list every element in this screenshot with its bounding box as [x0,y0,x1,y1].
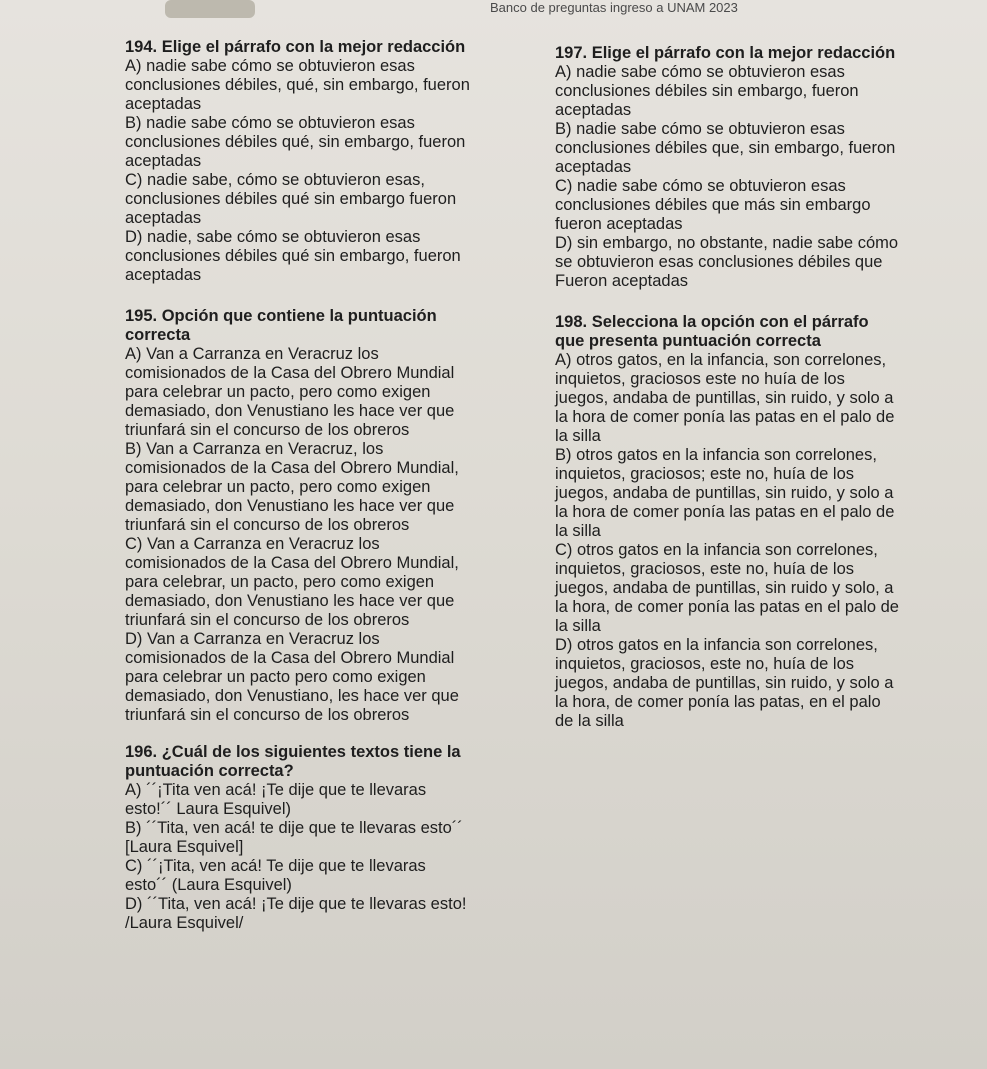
option-d[interactable]: D) ´´Tita, ven acá! ¡Te dije que te llevaras esto! /Laura Esquivel/ [125,895,467,932]
option-b[interactable]: B) Van a Carranza en Veracruz, los comisionados de la Casa del Obrero Mundial, para celebrar un pacto, pero como exigen demasiado, don Venustiano les hace ver que triunfará sin el concurso de los obreros [125,440,459,534]
question-title: 196. ¿Cuál de los siguientes textos tiene la puntuación correcta? [125,743,461,780]
page-header: Banco de preguntas ingreso a UNAM 2023 [490,0,738,15]
option-a[interactable]: A) Van a Carranza en Veracruz los comisionados de la Casa del Obrero Mundial para celebrar un pacto, pero como exigen demasiado, don Venustiano les hace ver que triunfará sin el concurso de los obreros [125,345,455,439]
left-column [125,38,525,945]
option-d[interactable]: D) sin embargo, no obstante, nadie sabe cómo se obtuvieron esas conclusiones débiles que Fueron aceptadas [555,234,899,290]
question-195 [125,307,525,725]
option-c[interactable]: C) ´´¡Tita, ven acá! Te dije que te llevaras esto´´ (Laura Esquivel) [125,857,426,894]
question-198 [555,313,975,731]
option-c[interactable]: C) Van a Carranza en Veracruz los comisionados de la Casa del Obrero Mundial, para celebrar, un pacto, pero como exigen demasiado, don Venustiano les hace ver que triunfará sin el concurso de los obreros [125,535,459,629]
question-title: 195. Opción que contiene la puntuación correcta [125,307,437,344]
option-d[interactable]: D) Van a Carranza en Veracruz los comisionados de la Casa del Obrero Mundial para celebrar un pacto pero como exigen demasiado, don Venustiano, les hace ver que triunfará sin el concurso de los obreros [125,630,459,724]
decorative-header-stamp [165,0,255,18]
option-d[interactable]: D) otros gatos en la infancia son correlones, inquietos, graciosos, este no, huía de los juegos, andaba de puntillas, sin ruido, y solo a la hora, de comer ponía las patas, en el palo de la silla [555,636,894,730]
question-title: 194. Elige el párrafo con la mejor redacción [125,38,466,56]
option-c[interactable]: C) otros gatos en la infancia son correlones, inquietos, graciosos, este no, huía de los juegos, andaba de puntillas, sin ruido y solo, a la hora, de comer ponía las patas en el palo de la silla [555,541,899,635]
option-a[interactable]: A) nadie sabe cómo se obtuvieron esas conclusiones débiles sin embargo, fueron aceptadas [555,63,859,119]
right-column [555,44,975,743]
option-b[interactable]: B) otros gatos en la infancia son correlones, inquietos, graciosos; este no, huía de los juegos, andaba de puntillas, sin ruido, y solo a la hora de comer ponía las patas en el palo de la silla [555,446,895,540]
question-title: 197. Elige el párrafo con la mejor redacción [555,44,896,62]
option-b[interactable]: B) nadie sabe cómo se obtuvieron esas conclusiones débiles que, sin embargo, fueron aceptadas [555,120,896,176]
option-a[interactable]: A) nadie sabe cómo se obtuvieron esas conclusiones débiles, qué, sin embargo, fueron aceptadas [125,57,470,113]
question-196 [125,743,525,933]
question-197 [555,44,975,291]
option-b[interactable]: B) nadie sabe cómo se obtuvieron esas conclusiones débiles qué, sin embargo, fueron aceptadas [125,114,466,170]
option-c[interactable]: C) nadie sabe cómo se obtuvieron esas conclusiones débiles que más sin embargo fueron aceptadas [555,177,871,233]
option-c[interactable]: C) nadie sabe, cómo se obtuvieron esas, conclusiones débiles qué sin embargo fueron aceptadas [125,171,457,227]
option-b[interactable]: B) ´´Tita, ven acá! te dije que te llevaras esto´´ [Laura Esquivel] [125,819,463,856]
option-d[interactable]: D) nadie, sabe cómo se obtuvieron esas conclusiones débiles qué sin embargo, fueron aceptadas [125,228,461,284]
question-194 [125,38,525,285]
question-title: 198. Selecciona la opción con el párrafo que presenta puntuación correcta [555,313,869,350]
option-a[interactable]: A) otros gatos, en la infancia, son correlones, inquietos, graciosos este no huía de los juegos, andaba de puntillas, sin ruido, y solo a la hora de comer ponía las patas en el palo de la silla [555,351,895,445]
option-a[interactable]: A) ´´¡Tita ven acá! ¡Te dije que te llevaras esto!´´ Laura Esquivel) [125,781,427,818]
